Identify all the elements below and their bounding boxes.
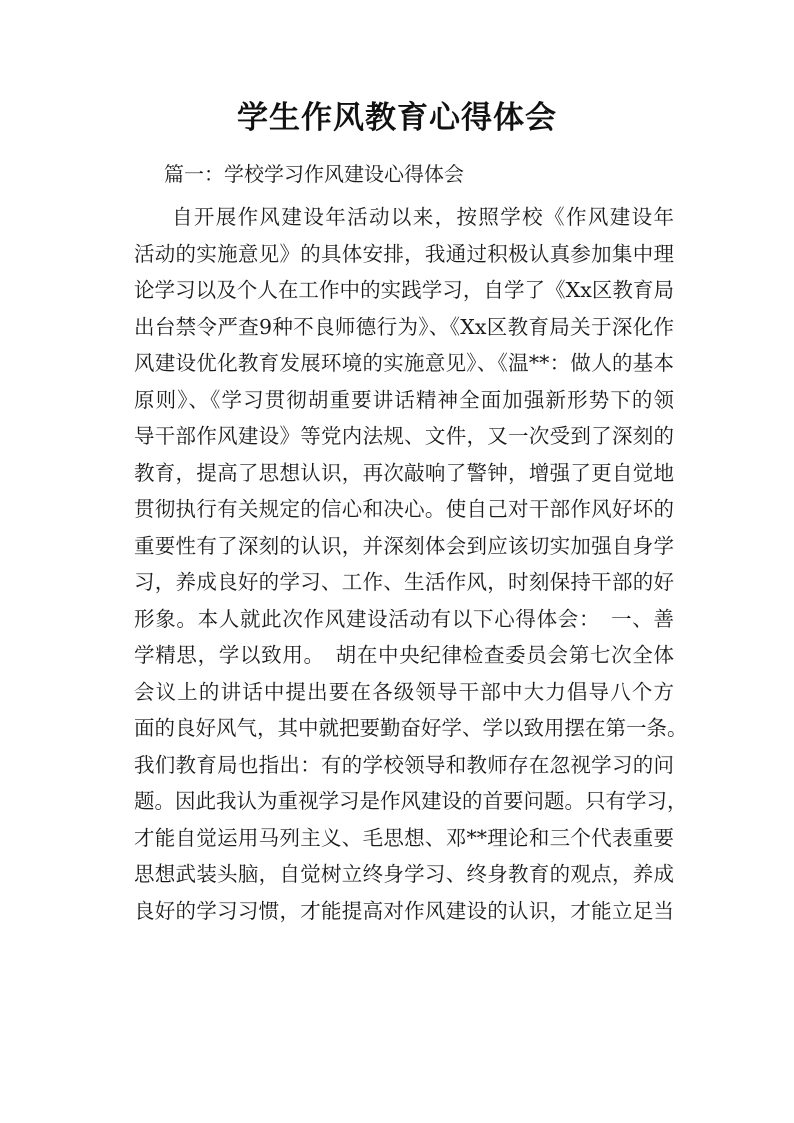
body-line: 教育，提高了思想认识，再次敲响了警钟，增强了更自觉地 [134,460,674,485]
body-line: 论学习以及个人在工作中的实践学习，自学了《Xx区教育局 [134,278,674,302]
body-line: 重要性有了深刻的认识，并深刻体会到应该切实加强自身学 [134,533,674,558]
body-line: 自开展作风建设年活动以来，按照学校《作风建设年 [172,205,674,229]
body-line: 活动的实施意见》的具体安排，我通过积极认真参加集中理 [134,241,674,266]
document-title: 学生作风教育心得体会 [237,100,557,136]
body-line: 题。因此我认为重视学习是作风建设的首要问题。只有学习， [134,789,688,813]
body-line: 风建设优化教育发展环境的实施意见》、《温**：做人的基本 [134,351,674,375]
body-line: 贯彻执行有关规定的信心和决心。使自己对干部作风好坏的 [134,497,674,521]
body-line: 我们教育局也指出：有的学校领导和教师存在忽视学习的问 [134,752,674,777]
body-line: 思想武装头脑，自觉树立终身学习、终身教育的观点，养成 [134,862,674,886]
body-line: 出台禁令严查9种不良师德行为》、《Xx区教育局关于深化作 [134,314,674,339]
document-subtitle: 篇一：学校学习作风建设心得体会 [164,162,464,186]
body-line: 学精思，学以致用。 胡在中央纪律检查委员会第七次全体 [134,643,674,667]
body-line: 面的良好风气，其中就把要勤奋好学、学以致用摆在第一条。 [134,716,688,740]
body-line: 良好的学习习惯，才能提高对作风建设的认识，才能立足当 [134,898,674,923]
body-line: 会议上的讲话中提出要在各级领导干部中大力倡导八个方 [134,679,674,704]
body-line: 形象。本人就此次作风建设活动有以下心得体会： 一、善 [134,606,674,631]
body-line: 导干部作风建设》等党内法规、文件，又一次受到了深刻的 [134,424,674,448]
body-line: 习，养成良好的学习、工作、生活作风，时刻保持干部的好 [134,570,674,594]
body-text [134,199,688,929]
body-line: 才能自觉运用马列主义、毛思想、邓**理论和三个代表重要 [134,825,674,850]
body-line: 原则》、《学习贯彻胡重要讲话精神全面加强新形势下的领 [134,387,674,412]
